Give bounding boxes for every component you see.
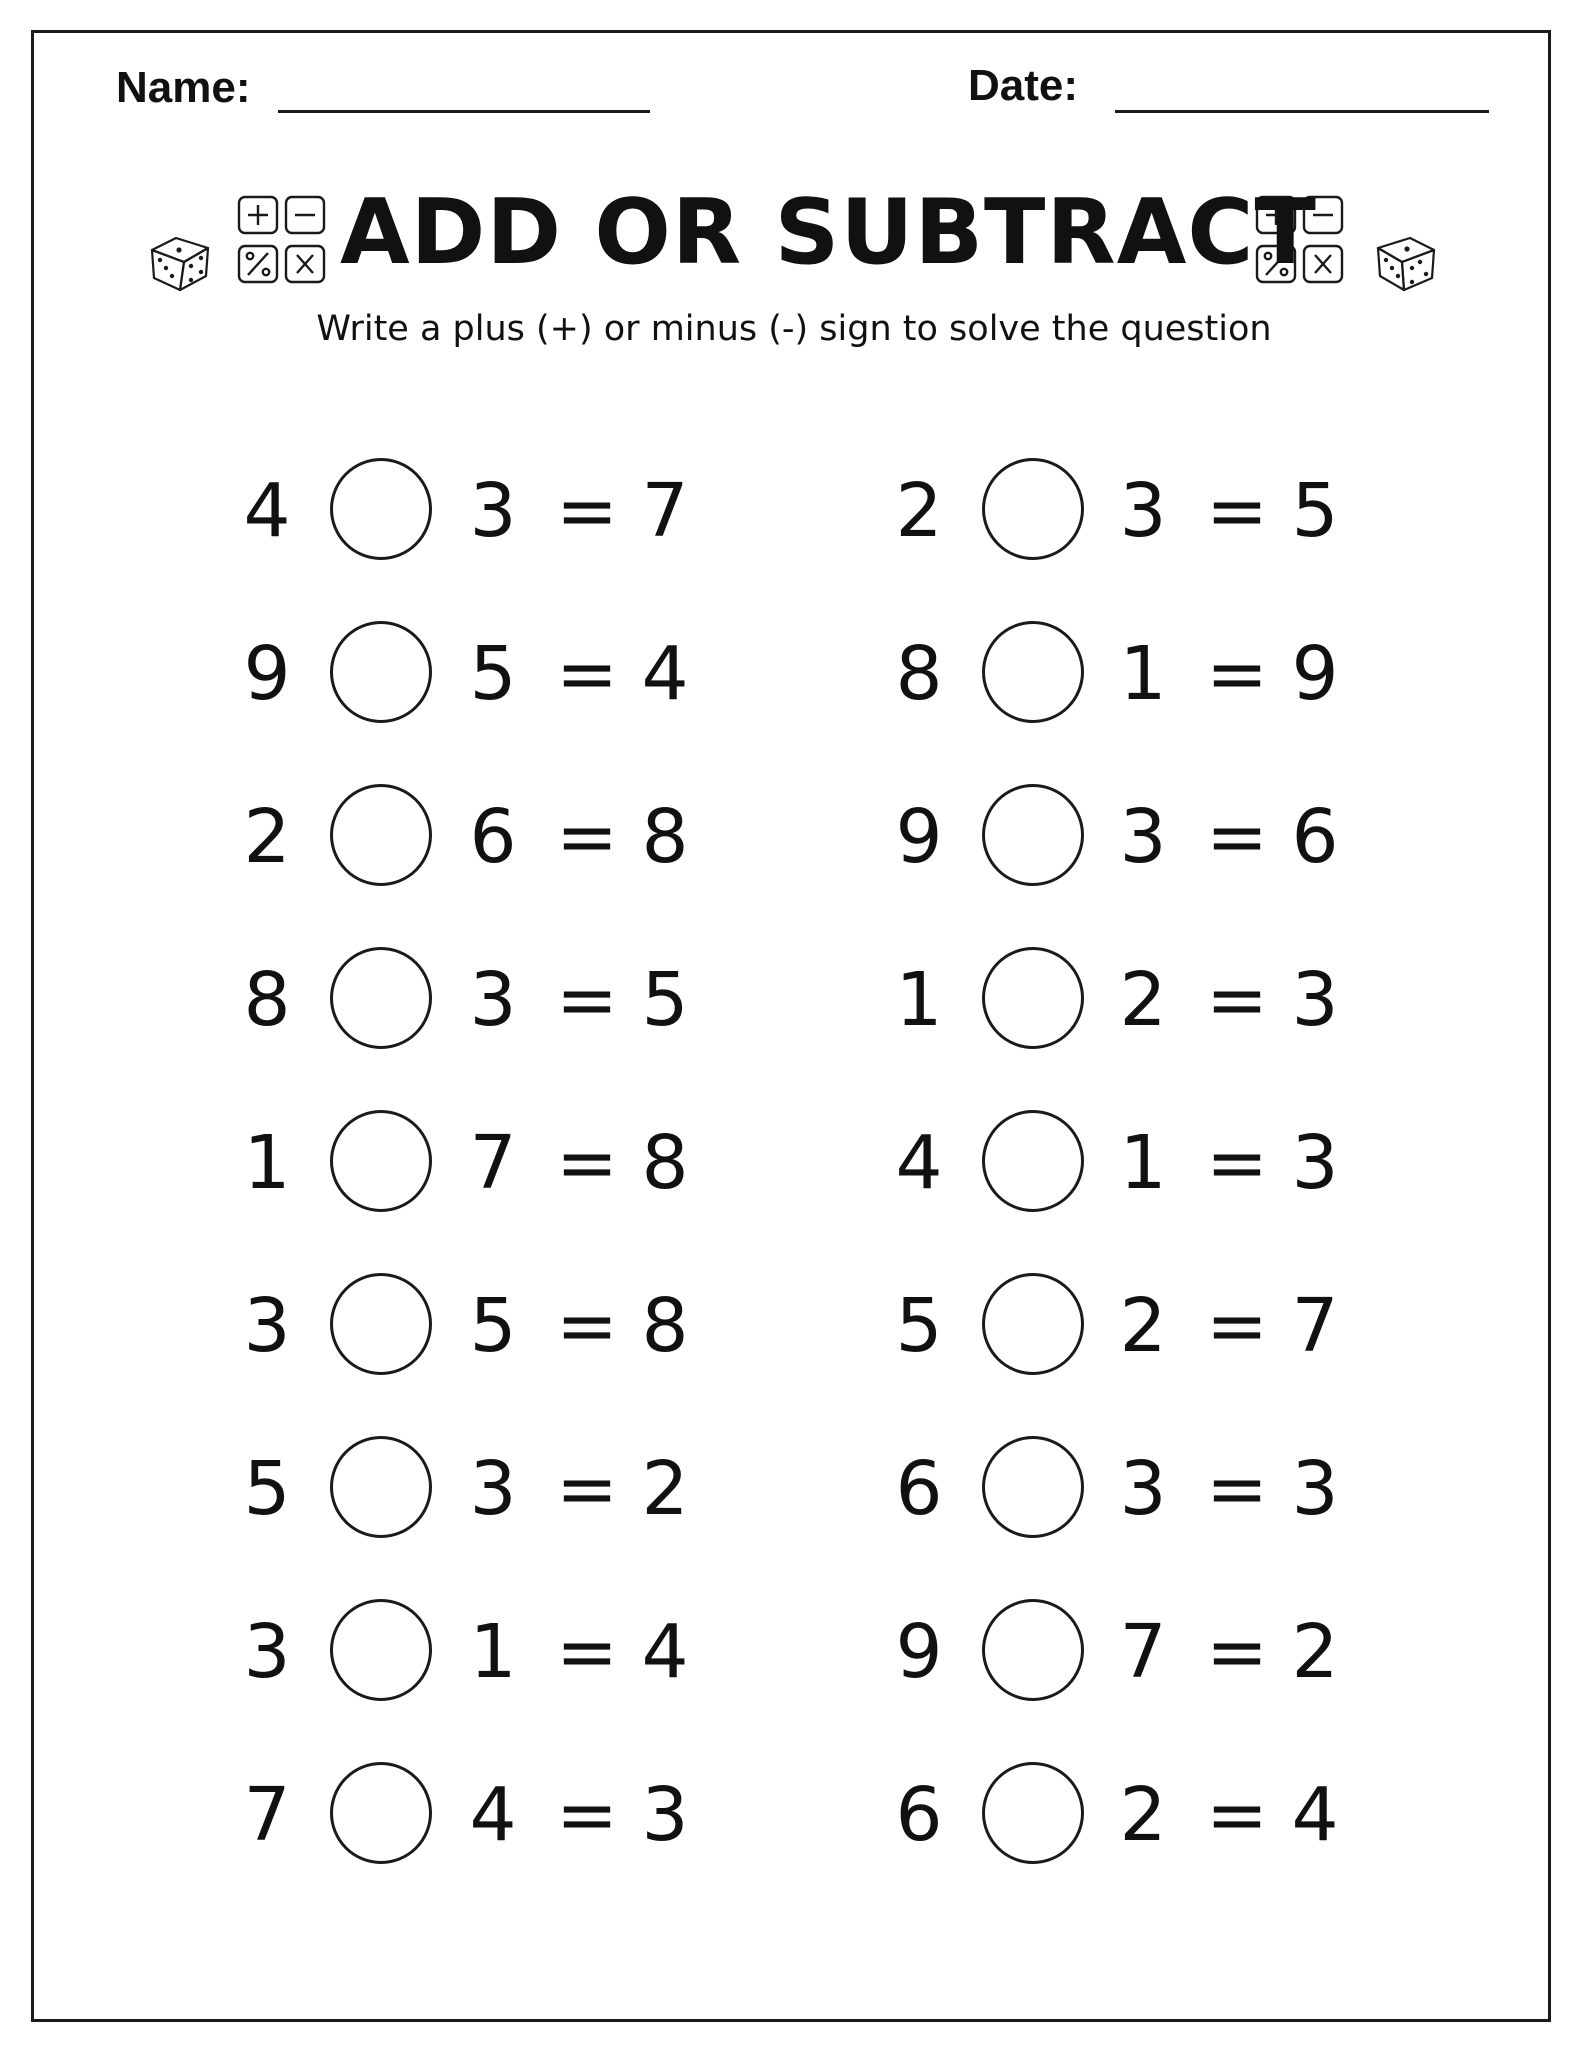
first-operand: 2 (895, 468, 943, 554)
equation-result: = 3 (1206, 1446, 1339, 1532)
operator-answer-circle[interactable] (982, 621, 1084, 723)
problem-row (0, 456, 1588, 566)
second-operand: 6 (469, 794, 517, 880)
problem-row (0, 1434, 1588, 1544)
equation-result: = 8 (556, 1283, 689, 1369)
instructions: Write a plus (+) or minus (-) sign to solve the question (316, 309, 1272, 349)
dice-icon (146, 230, 216, 296)
equation-result: = 5 (556, 957, 689, 1043)
dice-icon (1370, 230, 1440, 296)
first-operand: 9 (895, 794, 943, 880)
first-operand: 6 (895, 1446, 943, 1532)
equation-result: = 9 (1206, 631, 1339, 717)
second-operand: 7 (469, 1120, 517, 1206)
problem-row (0, 945, 1588, 1055)
first-operand: 9 (895, 1609, 943, 1695)
second-operand: 2 (1119, 957, 1167, 1043)
second-operand: 3 (469, 468, 517, 554)
equation-result: = 4 (556, 631, 689, 717)
second-operand: 2 (1119, 1283, 1167, 1369)
equation-result: = 5 (1206, 468, 1339, 554)
second-operand: 5 (469, 631, 517, 717)
second-operand: 7 (1119, 1609, 1167, 1695)
first-operand: 7 (243, 1772, 291, 1858)
date-label: Date: (968, 61, 1079, 110)
first-operand: 1 (243, 1120, 291, 1206)
first-operand: 1 (895, 957, 943, 1043)
operator-answer-circle[interactable] (982, 1436, 1084, 1538)
equation-result: = 4 (1206, 1772, 1339, 1858)
name-field[interactable] (278, 110, 650, 113)
second-operand: 3 (1119, 468, 1167, 554)
first-operand: 8 (243, 957, 291, 1043)
operator-answer-circle[interactable] (982, 1273, 1084, 1375)
operator-answer-circle[interactable] (982, 784, 1084, 886)
calculator-keys-icon (236, 194, 328, 286)
second-operand: 3 (1119, 1446, 1167, 1532)
date-field[interactable] (1115, 110, 1489, 113)
page-title: ADD OR SUBTRACT (340, 180, 1317, 285)
problem-row (0, 782, 1588, 892)
first-operand: 8 (895, 631, 943, 717)
first-operand: 9 (243, 631, 291, 717)
problem-row (0, 1271, 1588, 1381)
equation-result: = 3 (1206, 957, 1339, 1043)
first-operand: 6 (895, 1772, 943, 1858)
first-operand: 5 (895, 1283, 943, 1369)
second-operand: 4 (469, 1772, 517, 1858)
second-operand: 1 (1119, 1120, 1167, 1206)
operator-answer-circle[interactable] (982, 1110, 1084, 1212)
first-operand: 3 (243, 1609, 291, 1695)
problem-row (0, 1597, 1588, 1707)
problem-row (0, 1760, 1588, 1870)
equation-result: = 4 (556, 1609, 689, 1695)
equation-result: = 8 (556, 1120, 689, 1206)
second-operand: 3 (469, 957, 517, 1043)
second-operand: 3 (469, 1446, 517, 1532)
equation-result: = 6 (1206, 794, 1339, 880)
problem-row (0, 619, 1588, 729)
first-operand: 4 (243, 468, 291, 554)
operator-answer-circle[interactable] (982, 1762, 1084, 1864)
equation-result: = 7 (1206, 1283, 1339, 1369)
equation-result: = 2 (1206, 1609, 1339, 1695)
problem-row (0, 1108, 1588, 1218)
first-operand: 3 (243, 1283, 291, 1369)
equation-result: = 2 (556, 1446, 689, 1532)
name-label: Name: (116, 63, 251, 112)
operator-answer-circle[interactable] (982, 1599, 1084, 1701)
equation-result: = 3 (556, 1772, 689, 1858)
second-operand: 2 (1119, 1772, 1167, 1858)
equation-result: = 8 (556, 794, 689, 880)
second-operand: 1 (469, 1609, 517, 1695)
second-operand: 3 (1119, 794, 1167, 880)
equation-result: = 7 (556, 468, 689, 554)
second-operand: 5 (469, 1283, 517, 1369)
operator-answer-circle[interactable] (982, 947, 1084, 1049)
equation-result: = 3 (1206, 1120, 1339, 1206)
first-operand: 5 (243, 1446, 291, 1532)
second-operand: 1 (1119, 631, 1167, 717)
first-operand: 4 (895, 1120, 943, 1206)
operator-answer-circle[interactable] (982, 458, 1084, 560)
first-operand: 2 (243, 794, 291, 880)
